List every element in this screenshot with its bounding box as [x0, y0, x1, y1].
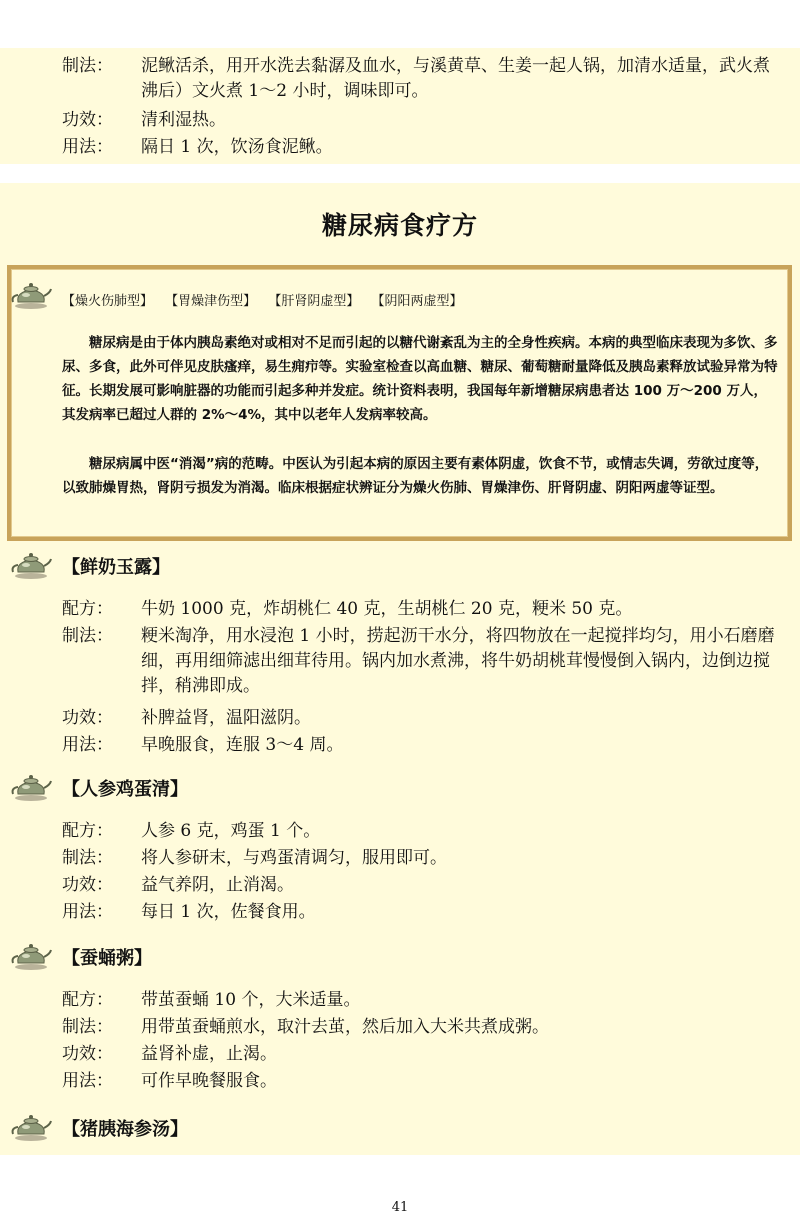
- tag-dryfire-lung: 【燥火伤肺型】: [62, 294, 154, 309]
- recipe-title: 【鲜奶玉露】: [62, 557, 170, 578]
- row-label: 用法：: [62, 1071, 113, 1091]
- row-label: 功效：: [62, 1044, 113, 1064]
- type-tags: [62, 290, 470, 309]
- row-value: 隔日 1 次，饮汤食泥鳅。: [141, 137, 333, 157]
- page-number: 41: [391, 1200, 409, 1215]
- prev-recipe-method-row: [0, 54, 800, 106]
- section-title: 糖尿病食疗方: [321, 211, 478, 240]
- row-label: 配方：: [62, 599, 113, 619]
- row-value: 泥鳅活杀，用开水洗去黏潺及血水，与溪黄草、生姜一起人锅，加清水适量，武火煮沸后）文火煮 1～2 小时，调味即可。: [141, 56, 770, 101]
- row-value: 益肾补虚，止渴。: [141, 1044, 277, 1064]
- row-value: 清利湿热。: [141, 110, 226, 130]
- row-label: 配方：: [62, 821, 113, 841]
- row-label: 制法：: [62, 848, 113, 868]
- row-value: 人参 6 克，鸡蛋 1 个。: [141, 821, 321, 841]
- row-value: 益气养阴，止消渴。: [141, 875, 294, 895]
- row-value: 牛奶 1000 克，炸胡桃仁 40 克，生胡桃仁 20 克，粳米 50 克。: [141, 599, 633, 619]
- teapot-icon: [10, 1112, 52, 1142]
- row-value: 粳米淘净，用水浸泡 1 小时，捞起沥干水分，将四物放在一起搅拌均匀，用小石磨磨细，再用细筛滤出细茸待用。锅内加水煮沸，将牛奶胡桃茸慢慢倒入锅内，边倒边搅拌，稍沸即成。: [141, 626, 775, 696]
- teapot-icon: [10, 280, 52, 310]
- row-value: 将人参研末，与鸡蛋清调匀，服用即可。: [141, 848, 447, 868]
- row-value: 补脾益肾，温阳滋阴。: [141, 708, 311, 728]
- tag-yin-yang-deficiency: 【阴阳两虚型】: [371, 294, 463, 309]
- teapot-icon: [10, 941, 52, 971]
- intro-paragraph-2: 糖尿病属中医“消渴”病的范畴。中医认为引起本病的原因主要有素体阴虚，饮食不节，或情志失调，劳欲过度等，以致肺燥胃热，肾阴亏损发为消渴。临床根据症状辨证分为燥火伤肺、胃燥津伤、肝肾阴虚、阴阳两虚等证型。: [62, 456, 769, 496]
- row-value: 带茧蚕蛹 10 个，大米适量。: [141, 990, 361, 1010]
- row-value: 可作早晚餐服食。: [141, 1071, 277, 1091]
- row-label: 制法：: [62, 1017, 113, 1037]
- tag-stomach-dryness: 【胃燥津伤型】: [165, 294, 257, 309]
- row-label: 功效：: [62, 708, 113, 728]
- teapot-icon: [10, 550, 52, 580]
- intro-paragraph-1: 糖尿病是由于体内胰岛素绝对或相对不足而引起的以糖代谢紊乱为主的全身性疾病。本病的典型临床表现为多饮、多尿、多食，此外可伴见皮肤瘙痒，易生痈疖等。实验室检查以高血糖、糖尿、葡萄糖耐量降低及胰岛素释放试验异常为特征。长期发展可影响脏器的功能而引起多种并发症。统计资料表明，我国每年新增糖尿病患者达 100 万～200 万人，其发病率已超过人群的 2%～4%，其中以老年人发病率较高。: [62, 335, 778, 423]
- row-label: 配方：: [62, 990, 113, 1010]
- row-label: 用法：: [62, 735, 113, 755]
- recipe-title: 【蚕蛹粥】: [62, 948, 152, 969]
- row-label: 功效：: [62, 875, 113, 895]
- row-value: 每日 1 次，佐餐食用。: [141, 902, 316, 922]
- teapot-icon: [10, 772, 52, 802]
- recipe-title: 【猪胰海参汤】: [62, 1119, 188, 1140]
- row-label: 功效：: [62, 110, 113, 130]
- row-label: 制法：: [62, 626, 113, 646]
- row-label: 用法：: [62, 902, 113, 922]
- row-label: 制法：: [62, 56, 113, 76]
- row-value: 用带茧蚕蛹煎水，取汁去茧，然后加入大米共煮成粥。: [141, 1017, 549, 1037]
- row-value: 早晚服食，连服 3～4 周。: [141, 735, 344, 755]
- recipe-title: 【人参鸡蛋清】: [62, 779, 188, 800]
- row-label: 用法：: [62, 137, 113, 157]
- tag-liver-kidney-yin: 【肝肾阴虚型】: [268, 294, 360, 309]
